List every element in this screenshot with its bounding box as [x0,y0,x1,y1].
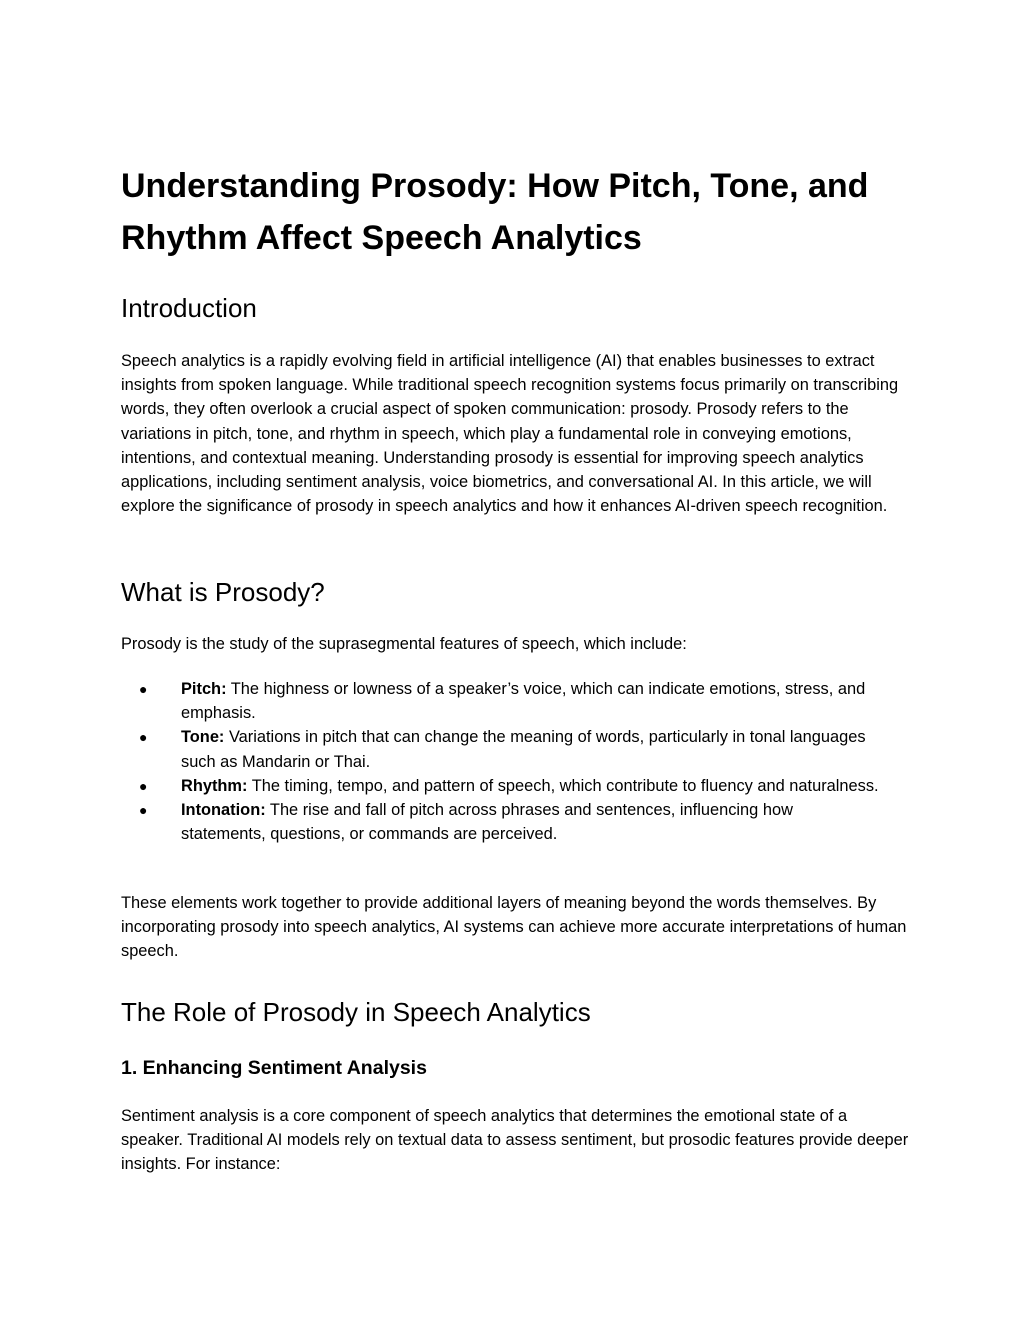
list-item-term: Tone: [181,728,225,747]
bullet-icon: ● [139,729,148,746]
document-title: Understanding Prosody: How Pitch, Tone, and Rhythm Affect Speech Analytics [121,167,869,257]
sentiment-analysis-subheading: 1. Enhancing Sentiment Analysis [121,1057,427,1079]
what-is-prosody-heading: What is Prosody? [121,577,325,607]
list-item-intonation [121,798,881,846]
list-item-tone [121,725,881,773]
list-item-text: Variations in pitch that can change the meaning of words, particularly in tonal languages such as Mandarin or Thai. [181,728,866,771]
what-is-prosody-intro: Prosody is the study of the suprasegmental features of speech, which include: [121,635,687,653]
bullet-icon: ● [139,681,148,697]
bullet-icon: ● [139,777,148,794]
introduction-heading: Introduction [121,293,257,323]
list-item-term: Intonation: [181,801,266,820]
list-item-term: Rhythm: [181,776,248,795]
list-item-text: The timing, tempo, and pattern of speech, which contribute to fluency and naturalness. [247,776,879,795]
list-item-text: The rise and fall of pitch across phrases and sentences, influencing how statements, questions, or commands are perceived. [181,801,793,844]
sentiment-analysis-paragraph: Sentiment analysis is a core component of speech analytics that determines the emotional state of a speaker. Traditional AI models rely on textual data to assess sentiment, but prosodic features provide deeper insights. For instance: [121,1107,909,1174]
list-item-text: The highness or lowness of a speaker’s voice, which can indicate emotions, stress, and emphasis. [181,680,866,723]
list-item-pitch [121,677,881,725]
what-is-prosody-closing: These elements work together to provide additional layers of meaning beyond the words themselves. By incorporating prosody into speech analytics, AI systems can achieve more accurate interpretations of human speech. [121,894,907,961]
introduction-paragraph: Speech analytics is a rapidly evolving field in artificial intelligence (AI) that enables businesses to extract insights from spoken language. While traditional speech recognition systems focus primarily on transcribing words, they often overlook a crucial aspect of spoken communication: prosody. Prosody refers to the variations in pitch, tone, and rhythm in speech, which play a fundamental role in conveying emotions, intentions, and contextual meaning. Understanding prosody is essential for improving speech analytics applications, including sentiment analysis, voice biometrics, and conversational AI. In this article, we will explore the significance of prosody in speech analytics and how it enhances AI-driven speech recognition. [121,352,899,516]
list-item-term: Pitch: [181,680,227,698]
prosody-features-list [121,677,911,846]
list-item-rhythm [121,774,881,798]
bullet-icon: ● [139,802,148,819]
role-heading: The Role of Prosody in Speech Analytics [121,997,591,1027]
